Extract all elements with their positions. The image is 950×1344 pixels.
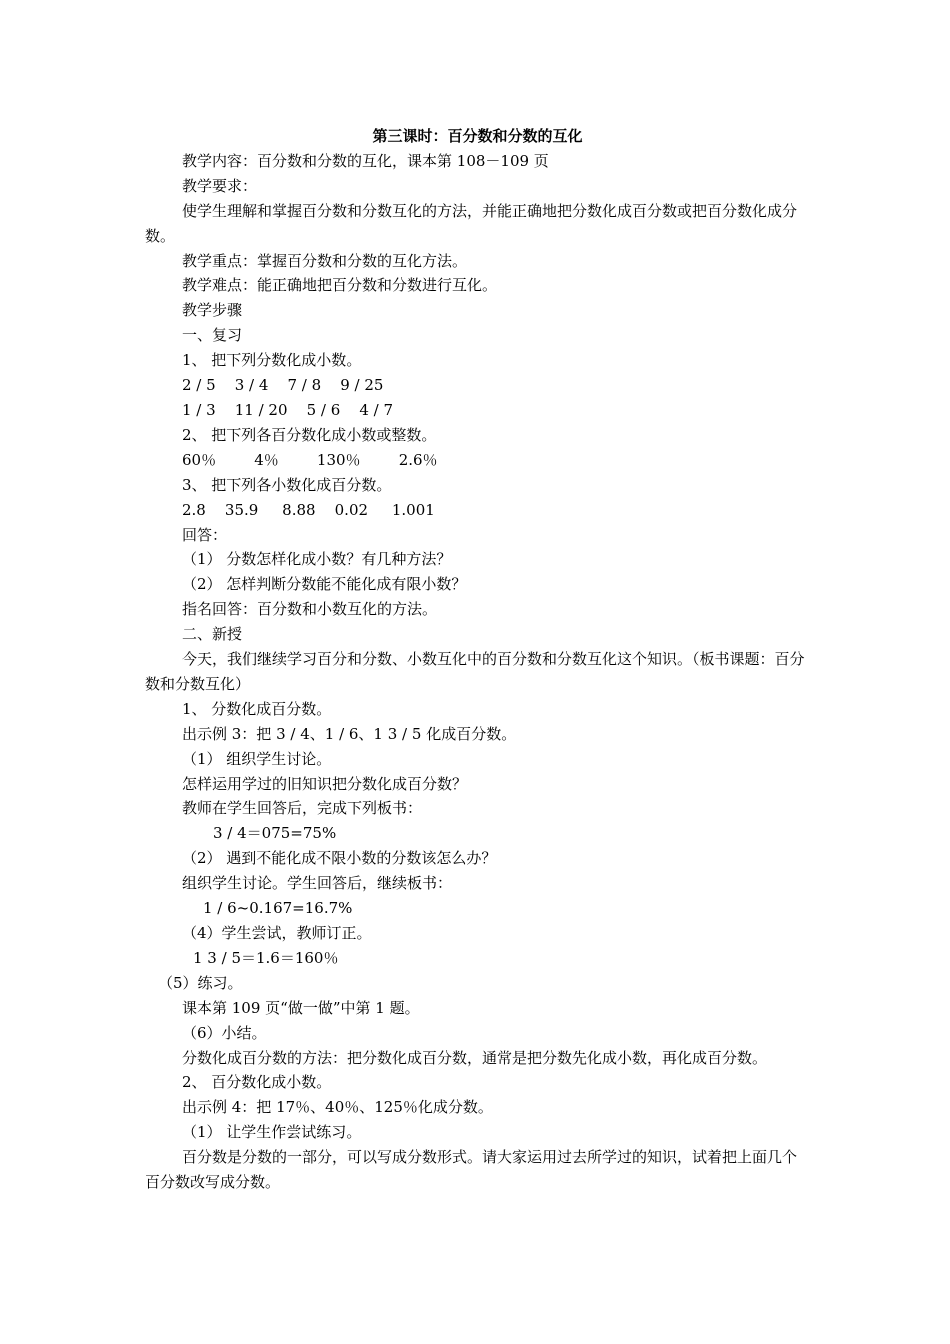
text-line: 60％ 4％ 130％ 2.6％: [182, 450, 438, 469]
text-line: 教学要求：: [182, 176, 258, 195]
text-line: 回答：: [182, 525, 228, 544]
text-line: 组织学生讨论。学生回答后，继续板书：: [182, 874, 453, 893]
text-line: 二、新授: [182, 625, 243, 644]
text-line: （1） 分数怎样化成小数？有几种方法？: [182, 550, 452, 569]
text-line: 2 / 5 3 / 4 7 / 8 9 / 25: [182, 376, 384, 395]
text-line: 1 3 / 5＝1.6＝160％: [193, 948, 339, 967]
text-line: （1） 让学生作尝试练习。: [182, 1123, 362, 1142]
text-line: 今天，我们继续学习百分和分数、小数互化中的百分数和分数互化这个知识。（板书课题：百分数和分数互化）: [145, 650, 805, 693]
text-line: 指名回答：百分数和小数互化的方法。: [182, 600, 438, 619]
text-line: 教学难点：能正确地把百分数和分数进行互化。: [182, 276, 498, 295]
text-line: 1 / 3 11 / 20 5 / 6 4 / 7: [182, 400, 394, 419]
text-line: （2） 遇到不能化成不限小数的分数该怎么办？: [182, 849, 497, 868]
text-line: 1、 把下列分数化成小数。: [182, 351, 362, 370]
text-line: （5）练习。: [158, 973, 243, 992]
text-line: 出示例 3：把 3 / 4、1 / 6、1 3 / 5 化成百分数。: [182, 724, 517, 743]
lesson-title: 第三课时：百分数和分数的互化: [372, 127, 583, 145]
text-line: 教师在学生回答后，完成下列板书：: [182, 799, 423, 818]
text-line: （1） 组织学生讨论。: [182, 749, 332, 768]
document-page: [145, 124, 810, 1195]
text-line: 教学步骤: [182, 301, 243, 320]
text-line: 出示例 4：把 17％、40％、125％化成分数。: [182, 1098, 493, 1117]
text-line: （4）学生尝试，教师订正。: [182, 924, 372, 942]
text-line: 怎样运用学过的旧知识把分数化成百分数？: [182, 774, 468, 793]
text-line: 1 / 6~0.167=16.7%: [203, 899, 353, 918]
text-line: 课本第 109 页“做一做”中第 1 题。: [182, 998, 420, 1017]
text-line: 一、复习: [182, 326, 243, 345]
text-line: 3 / 4＝075=75%: [213, 824, 337, 843]
text-line: 百分数是分数的一部分，可以写成分数形式。请大家运用过去所学过的知识，试着把上面几个百分数改写成分数。: [145, 1148, 798, 1192]
text-line: 分数化成百分数的方法：把分数化成百分数，通常是把分数先化成小数，再化成百分数。: [182, 1048, 768, 1067]
text-line: 教学内容：百分数和分数的互化，课本第 108－109 页: [182, 151, 549, 170]
lesson-body: [145, 149, 810, 1195]
text-line: 3、 把下列各小数化成百分数。: [182, 475, 392, 494]
text-line: 2.8 35.9 8.88 0.02 1.001: [182, 500, 435, 519]
text-line: （2） 怎样判断分数能不能化成有限小数？: [182, 575, 467, 594]
text-line: 教学重点：掌握百分数和分数的互化方法。: [182, 251, 468, 270]
text-line: 使学生理解和掌握百分数和分数互化的方法，并能正确地把分数化成百分数或把百分数化成分数。: [145, 201, 798, 245]
text-line: 2、 百分数化成小数。: [182, 1073, 332, 1092]
text-line: 1、 分数化成百分数。: [182, 699, 332, 718]
text-line: 2、 把下列各百分数化成小数或整数。: [182, 425, 437, 444]
text-line: （6）小结。: [182, 1023, 267, 1042]
